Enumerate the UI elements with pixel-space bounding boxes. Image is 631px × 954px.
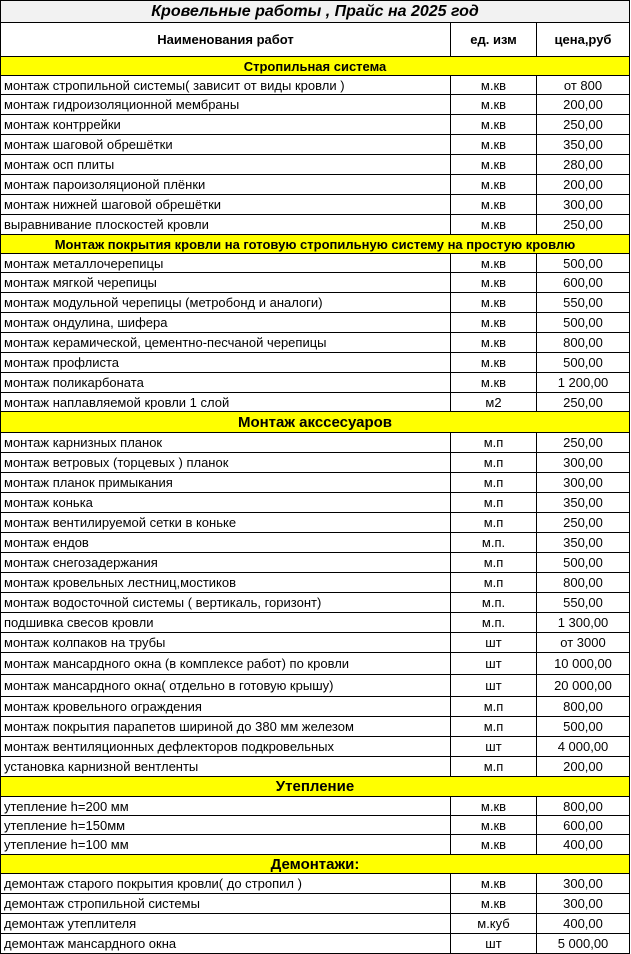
table-row [1, 473, 630, 493]
cell-price[interactable]: от 800 [537, 76, 630, 95]
table-row [1, 675, 630, 697]
cell-name[interactable]: монтаж гидроизоляционной мембраны [1, 95, 451, 115]
cell-name[interactable]: монтаж осп плиты [1, 155, 451, 175]
cell-price[interactable]: 300,00 [537, 473, 630, 493]
cell-unit[interactable]: м.кв [451, 293, 537, 313]
cell-unit[interactable]: м.кв [451, 273, 537, 293]
cell-price[interactable]: 350,00 [537, 493, 630, 513]
cell-price[interactable]: 250,00 [537, 215, 630, 235]
table-row [1, 195, 630, 215]
cell-price[interactable]: 20 000,00 [537, 675, 630, 697]
cell-price[interactable]: 300,00 [537, 195, 630, 215]
cell-unit[interactable]: м.п [451, 433, 537, 453]
table-row [1, 513, 630, 533]
table-row [1, 254, 630, 273]
cell-price[interactable]: 500,00 [537, 717, 630, 737]
section-title[interactable]: Стропильная система [1, 57, 630, 76]
cell-price[interactable]: 800,00 [537, 797, 630, 816]
table-row [1, 175, 630, 195]
cell-name[interactable]: монтаж вентиляционных дефлекторов подкровельных [1, 737, 451, 757]
cell-price[interactable]: 800,00 [537, 697, 630, 717]
cell-price[interactable]: 280,00 [537, 155, 630, 175]
section-title[interactable]: Монтаж акссесуаров [1, 412, 630, 433]
cell-unit[interactable]: м.куб [451, 914, 537, 934]
table-row [1, 493, 630, 513]
cell-name[interactable]: монтаж металлочерепицы [1, 254, 451, 273]
cell-price[interactable]: от 3000 [537, 633, 630, 653]
cell-name[interactable]: демонтаж утеплителя [1, 914, 451, 934]
section-title[interactable]: Монтаж покрытия кровли на готовую стропильную систему на простую кровлю [1, 235, 630, 254]
cell-name[interactable]: монтаж мягкой черепицы [1, 273, 451, 293]
section-row [1, 777, 630, 797]
cell-unit[interactable]: м.кв [451, 353, 537, 373]
header-name[interactable]: Наименования работ [1, 23, 451, 57]
cell-price[interactable]: 300,00 [537, 453, 630, 473]
cell-unit[interactable]: шт [451, 653, 537, 675]
table-row [1, 95, 630, 115]
cell-unit[interactable]: м.кв [451, 313, 537, 333]
table-row [1, 797, 630, 816]
cell-name[interactable]: монтаж снегозадержания [1, 553, 451, 573]
table-row [1, 934, 630, 954]
table-row [1, 433, 630, 453]
cell-unit[interactable]: шт [451, 934, 537, 954]
cell-unit[interactable]: м.п [451, 553, 537, 573]
cell-price[interactable]: 5 000,00 [537, 934, 630, 954]
cell-price[interactable]: 250,00 [537, 513, 630, 533]
cell-unit[interactable]: м.кв [451, 215, 537, 235]
cell-unit[interactable]: м.кв [451, 874, 537, 894]
cell-name[interactable]: демонтаж стропильной системы [1, 894, 451, 914]
cell-name[interactable]: монтаж модульной черепицы (метробонд и аналоги) [1, 293, 451, 313]
cell-name[interactable]: монтаж профлиста [1, 353, 451, 373]
cell-price[interactable]: 500,00 [537, 353, 630, 373]
cell-name[interactable]: утепление h=150мм [1, 816, 451, 835]
cell-unit[interactable]: м.кв [451, 135, 537, 155]
cell-unit[interactable]: м.п. [451, 533, 537, 553]
table-row [1, 874, 630, 894]
cell-price[interactable]: 550,00 [537, 293, 630, 313]
cell-name[interactable]: монтаж стропильной системы( зависит от виды кровли ) [1, 76, 451, 95]
cell-unit[interactable]: м.кв [451, 95, 537, 115]
table-row [1, 76, 630, 95]
cell-price[interactable]: 400,00 [537, 914, 630, 934]
table-row [1, 894, 630, 914]
cell-unit[interactable]: м.п. [451, 593, 537, 613]
cell-price[interactable]: 800,00 [537, 573, 630, 593]
table-row [1, 816, 630, 835]
cell-price[interactable]: 500,00 [537, 313, 630, 333]
cell-name[interactable]: монтаж карнизных планок [1, 433, 451, 453]
table-row [1, 333, 630, 353]
header-unit[interactable]: ед. изм [451, 23, 537, 57]
cell-name[interactable]: монтаж ветровых (торцевых ) планок [1, 453, 451, 473]
section-row [1, 412, 630, 433]
cell-name[interactable]: монтаж кровельных лестниц,мостиков [1, 573, 451, 593]
cell-name[interactable]: монтаж ендов [1, 533, 451, 553]
cell-price[interactable]: 500,00 [537, 254, 630, 273]
cell-price[interactable]: 800,00 [537, 333, 630, 353]
cell-unit[interactable]: шт [451, 633, 537, 653]
table-row [1, 717, 630, 737]
cell-name[interactable]: демонтаж старого покрытия кровли( до стропил ) [1, 874, 451, 894]
cell-name[interactable]: монтаж водосточной системы ( вертикаль, горизонт) [1, 593, 451, 613]
table-row [1, 593, 630, 613]
cell-price[interactable]: 600,00 [537, 816, 630, 835]
cell-name[interactable]: утепление h=100 мм [1, 835, 451, 855]
cell-price[interactable]: 10 000,00 [537, 653, 630, 675]
cell-name[interactable]: демонтаж мансардного окна [1, 934, 451, 954]
cell-name[interactable]: монтаж шаговой обрешётки [1, 135, 451, 155]
table-row [1, 573, 630, 593]
cell-unit[interactable]: м.п [451, 757, 537, 777]
cell-unit[interactable]: м.п [451, 573, 537, 593]
cell-name[interactable]: монтаж колпаков на трубы [1, 633, 451, 653]
cell-price[interactable]: 1 300,00 [537, 613, 630, 633]
cell-name[interactable]: монтаж керамической, цементно-песчаной черепицы [1, 333, 451, 353]
cell-name[interactable]: монтаж планок примыкания [1, 473, 451, 493]
cell-price[interactable]: 200,00 [537, 175, 630, 195]
cell-price[interactable]: 550,00 [537, 593, 630, 613]
table-row [1, 393, 630, 412]
cell-unit[interactable]: м.кв [451, 333, 537, 353]
cell-price[interactable]: 500,00 [537, 553, 630, 573]
cell-unit[interactable]: м.кв [451, 835, 537, 855]
cell-unit[interactable]: м.п [451, 697, 537, 717]
cell-name[interactable]: монтаж ондулина, шифера [1, 313, 451, 333]
cell-name[interactable]: выравнивание плоскостей кровли [1, 215, 451, 235]
table-row [1, 633, 630, 653]
table-row [1, 135, 630, 155]
cell-unit[interactable]: шт [451, 675, 537, 697]
cell-price[interactable]: 4 000,00 [537, 737, 630, 757]
section-row [1, 57, 630, 76]
cell-name[interactable]: монтаж нижней шаговой обрешётки [1, 195, 451, 215]
section-title[interactable]: Утепление [1, 777, 630, 797]
header-price[interactable]: цена,руб [537, 23, 630, 57]
cell-unit[interactable]: м.п [451, 493, 537, 513]
section-title[interactable]: Демонтажи: [1, 855, 630, 874]
cell-price[interactable]: 350,00 [537, 135, 630, 155]
table-row [1, 293, 630, 313]
cell-unit[interactable]: м.кв [451, 115, 537, 135]
cell-unit[interactable]: м.кв [451, 155, 537, 175]
cell-price[interactable]: 250,00 [537, 393, 630, 412]
cell-unit[interactable]: м.п [451, 513, 537, 533]
cell-unit[interactable]: м.п [451, 473, 537, 493]
cell-unit[interactable]: м.кв [451, 816, 537, 835]
table-row [1, 737, 630, 757]
cell-unit[interactable]: м.кв [451, 797, 537, 816]
cell-price[interactable]: 300,00 [537, 874, 630, 894]
cell-price[interactable]: 600,00 [537, 273, 630, 293]
cell-unit[interactable]: м.кв [451, 195, 537, 215]
cell-unit[interactable]: м.кв [451, 894, 537, 914]
cell-price[interactable]: 400,00 [537, 835, 630, 855]
sheet-title[interactable]: Кровельные работы , Прайс на 2025 год [1, 1, 630, 23]
table-row [1, 373, 630, 393]
cell-unit[interactable]: м.кв [451, 254, 537, 273]
table-row [1, 353, 630, 373]
table-row [1, 533, 630, 553]
cell-unit[interactable]: м.кв [451, 175, 537, 195]
cell-price[interactable]: 300,00 [537, 894, 630, 914]
table-row [1, 115, 630, 135]
table-row [1, 697, 630, 717]
cell-price[interactable]: 250,00 [537, 115, 630, 135]
cell-unit[interactable]: м.п [451, 453, 537, 473]
cell-name[interactable]: утепление h=200 мм [1, 797, 451, 816]
cell-name[interactable]: монтаж поликарбоната [1, 373, 451, 393]
cell-price[interactable]: 250,00 [537, 433, 630, 453]
table-row [1, 313, 630, 333]
cell-name[interactable]: монтаж пароизоляционой плёнки [1, 175, 451, 195]
section-row [1, 855, 630, 874]
cell-name[interactable]: подшивка свесов кровли [1, 613, 451, 633]
table-row [1, 613, 630, 633]
table-row [1, 155, 630, 175]
cell-name[interactable]: монтаж покрытия парапетов шириной до 380 мм железом [1, 717, 451, 737]
cell-unit[interactable]: м.кв [451, 76, 537, 95]
header-row [1, 23, 630, 57]
table-row [1, 215, 630, 235]
cell-name[interactable]: монтаж мансардного окна (в комплексе работ) по кровли [1, 653, 451, 675]
cell-name[interactable]: монтаж мансардного окна( отдельно в готовую крышу) [1, 675, 451, 697]
table-row [1, 757, 630, 777]
cell-price[interactable]: 200,00 [537, 95, 630, 115]
table-row [1, 835, 630, 855]
cell-unit[interactable]: шт [451, 737, 537, 757]
cell-name[interactable]: монтаж кровельного ограждения [1, 697, 451, 717]
cell-name[interactable]: монтаж наплавляемой кровли 1 слой [1, 393, 451, 412]
table-row [1, 914, 630, 934]
cell-price[interactable]: 200,00 [537, 757, 630, 777]
cell-unit[interactable]: м2 [451, 393, 537, 412]
cell-unit[interactable]: м.п. [451, 613, 537, 633]
table-row [1, 653, 630, 675]
cell-unit[interactable]: м.п [451, 717, 537, 737]
cell-unit[interactable]: м.кв [451, 373, 537, 393]
title-row [1, 1, 630, 23]
table-row [1, 553, 630, 573]
table-row [1, 453, 630, 473]
table-row [1, 273, 630, 293]
cell-name[interactable]: монтаж конька [1, 493, 451, 513]
cell-name[interactable]: монтаж вентилируемой сетки в коньке [1, 513, 451, 533]
cell-name[interactable]: монтаж контррейки [1, 115, 451, 135]
cell-price[interactable]: 1 200,00 [537, 373, 630, 393]
cell-price[interactable]: 350,00 [537, 533, 630, 553]
section-row [1, 235, 630, 254]
cell-name[interactable]: установка карнизной вентленты [1, 757, 451, 777]
